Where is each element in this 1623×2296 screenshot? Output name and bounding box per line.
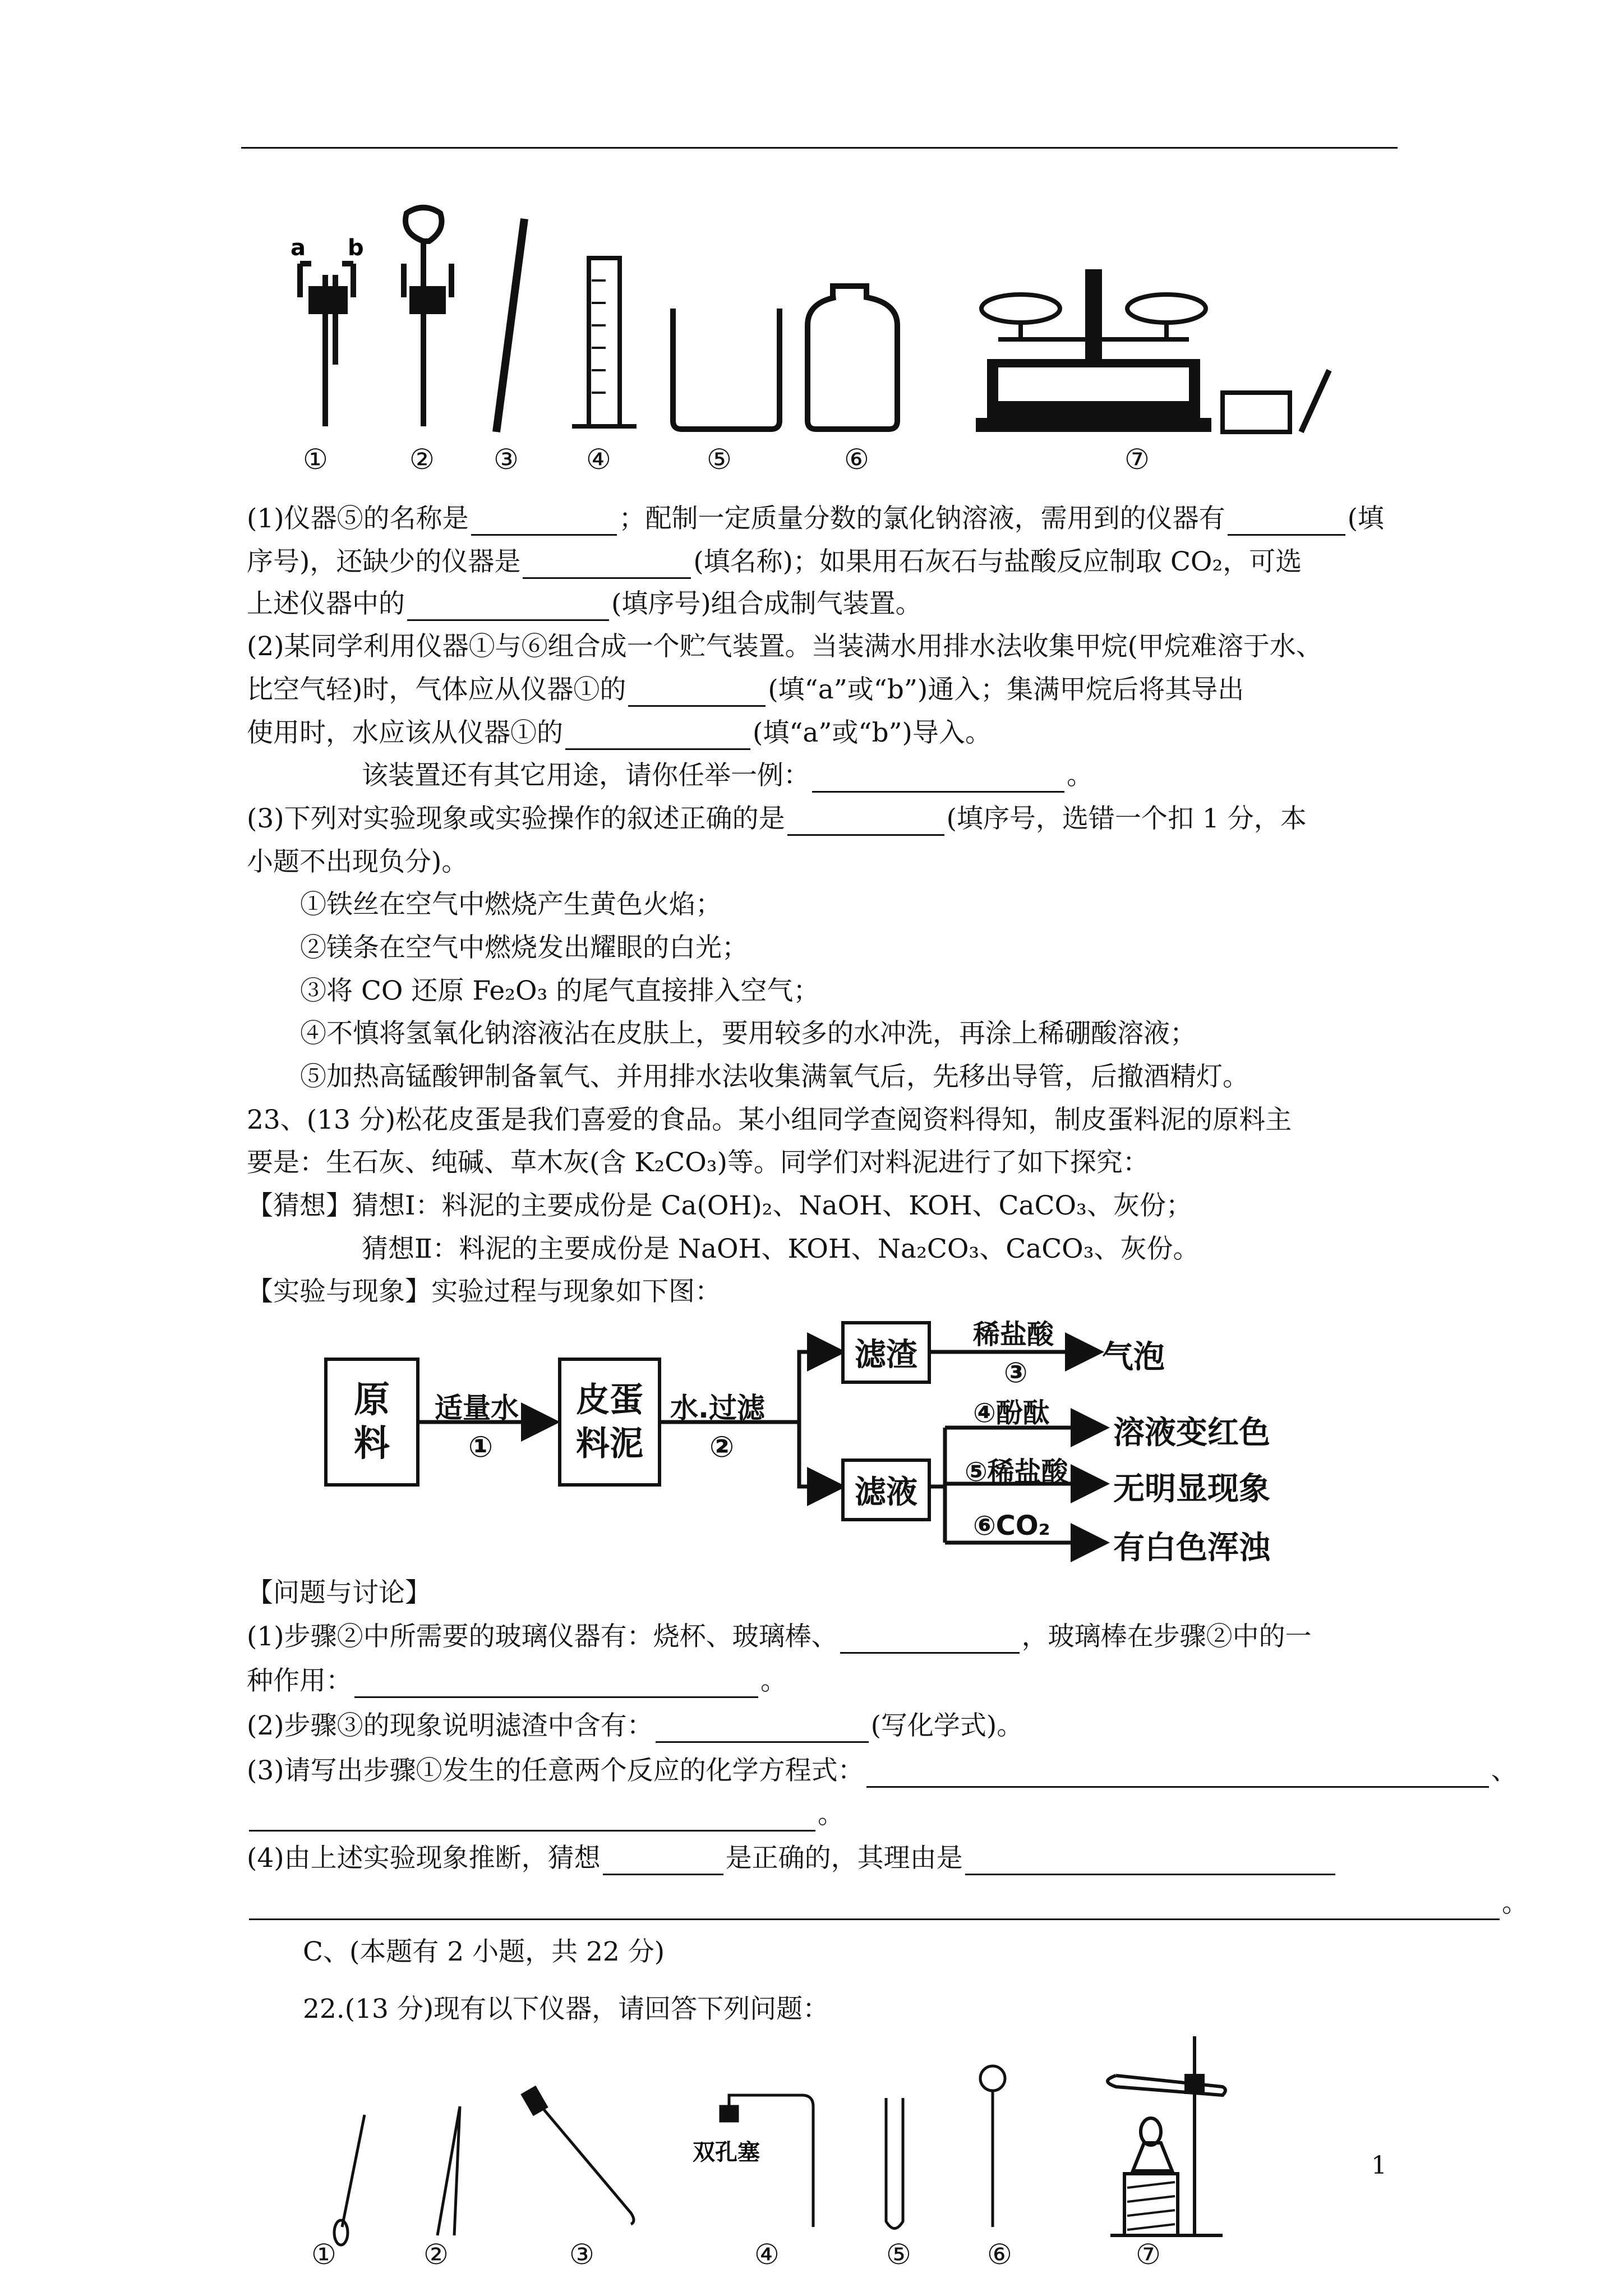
q1-line-4: (2)某同学利用仪器①与⑥组合成一个贮气装置。当装满水用排水法收集甲烷(甲烷难溶于水、 — [247, 631, 1322, 662]
section-c-title: C、(本题有 2 小题，共 22 分) — [303, 1936, 665, 1967]
q23-discussion-1b: 种作用： 。 — [247, 1664, 787, 1698]
label-b: b — [348, 235, 364, 261]
flow-mud: 皮蛋料泥 — [558, 1358, 661, 1487]
apparatus-number-4: ④ — [586, 443, 611, 476]
flow-step1-num: ① — [468, 1430, 494, 1464]
q1-line-5: 比空气轻)时，气体应从仪器①的 (填“a”或“b”)通入；集满甲烷后将其导出 — [247, 673, 1244, 707]
q23-discussion-3b: 。 — [247, 1798, 844, 1832]
q1-line-3: 上述仪器中的 (填序号)组合成制气装置。 — [247, 587, 922, 621]
flow-r4: 溶液变红色 — [1113, 1415, 1270, 1451]
q1-option-3: ③将 CO 还原 Fe₂O₃ 的尾气直接排入空气； — [300, 976, 820, 1006]
q23-discussion-2: (2)步骤③的现象说明滤渣中含有： (写化学式)。 — [247, 1709, 1023, 1743]
flow-residue: 滤渣 — [841, 1321, 931, 1384]
flow-step1-label: 适量水 — [435, 1392, 519, 1424]
apparatus-number-3: ③ — [494, 443, 519, 476]
flow-r5: 无明显现象 — [1113, 1471, 1270, 1507]
flow-acid-label: 稀盐酸 — [973, 1319, 1054, 1350]
q23-discussion-3: (3)请写出步骤①发生的任意两个反应的化学方程式： 、 — [247, 1754, 1518, 1788]
apparatus2-number-6: ⑥ — [987, 2238, 1012, 2271]
flow-step2-label: 水.过滤 — [670, 1392, 765, 1424]
apparatus-number-5: ⑤ — [707, 443, 732, 476]
q23-line-1: 23、(13 分)松花皮蛋是我们喜爱的食品。某小组同学查阅资料得知，制皮蛋料泥的原料主 — [247, 1105, 1292, 1135]
double-hole-label: 双孔塞 — [693, 2139, 760, 2165]
q1-line-7: 该装置还有其它用途，请你任举一例： 。 — [362, 759, 1093, 793]
heating-stand-icon — [1108, 2036, 1225, 2235]
apparatus2-number-1: ① — [311, 2238, 336, 2271]
thistle-funnel-icon — [980, 2066, 1005, 2227]
q1-line-2: 序号)，还缺少的仪器是 (填名称)；如果用石灰石与盐酸反应制取 CO₂，可选 — [247, 545, 1302, 579]
page-number: 1 — [1371, 2151, 1387, 2180]
apparatus-number-6: ⑥ — [844, 443, 869, 476]
spatula-icon — [334, 2115, 365, 2245]
q23-line-3: 【猜想】猜想Ⅰ：料泥的主要成份是 Ca(OH)₂、NaOH、KOH、CaCO₃、灰份； — [247, 1190, 1192, 1221]
flow-step2-num: ② — [709, 1430, 735, 1464]
q23-discussion-4: (4)由上述实验现象推断，猜想 是正确的，其理由是 — [247, 1842, 1338, 1875]
q23-line-4: 猜想Ⅱ：料泥的主要成份是 NaOH、KOH、Na₂CO₃、CaCO₃、灰份。 — [362, 1234, 1200, 1264]
label-a: a — [291, 235, 306, 261]
q1-option-2: ②镁条在空气中燃烧发出耀眼的白光； — [300, 932, 748, 963]
q1-option-5: ⑤加热高锰酸钾制备氧气、并用排水法收集满氧气后，先移出导管，后撤酒精灯。 — [300, 1061, 1249, 1092]
q23-discussion-1: (1)步骤②中所需要的玻璃仪器有：烧杯、玻璃棒、 ，玻璃棒在步骤②中的一 — [247, 1620, 1312, 1654]
test-tube-icon — [886, 2098, 903, 2229]
q1-option-4: ④不慎将氢氧化钠溶液沾在皮肤上，要用较多的水冲洗，再涂上稀硼酸溶液； — [300, 1018, 1196, 1049]
flow-bubble: 气泡 — [1102, 1339, 1165, 1375]
flow-raw-material: 原料 — [324, 1358, 419, 1487]
flow-r6: 有白色浑浊 — [1113, 1530, 1270, 1566]
apparatus-number-2: ② — [409, 443, 435, 476]
q23-discussion-4b: 。 — [247, 1887, 1528, 1920]
q23-discussion-title: 【问题与讨论】 — [247, 1577, 431, 1608]
q23-line-5: 【实验与现象】实验过程与现象如下图： — [247, 1276, 721, 1307]
q1-option-1: ①铁丝在空气中燃烧产生黄色火焰； — [300, 889, 722, 920]
q1-line-1: (1)仪器⑤的名称是 ；配制一定质量分数的氯化钠溶液，需用到的仪器有 (填 — [247, 502, 1384, 536]
flow-b4: ④酚酞 — [973, 1397, 1050, 1429]
apparatus2-number-7: ⑦ — [1136, 2238, 1161, 2271]
apparatus2-number-3: ③ — [569, 2238, 594, 2271]
q22-title: 22.(13 分)现有以下仪器，请回答下列问题： — [303, 1994, 829, 2024]
apparatus2-number-4: ④ — [754, 2238, 780, 2271]
q1-line-6: 使用时，水应该从仪器①的 (填“a”或“b”)导入。 — [247, 716, 992, 750]
apparatus-number-1: ① — [303, 443, 328, 476]
apparatus-number-7: ⑦ — [1124, 443, 1150, 476]
apparatus2-number-5: ⑤ — [886, 2238, 911, 2271]
tweezers-icon — [437, 2106, 460, 2235]
apparatus-figure-2 — [303, 2025, 1290, 2249]
combustion-spoon-icon — [523, 2087, 634, 2224]
q1-line-9: 小题不出现负分)。 — [247, 846, 468, 877]
flow-b6: ⑥CO₂ — [973, 1510, 1050, 1542]
flow-b5: ⑤稀盐酸 — [965, 1456, 1068, 1488]
q23-line-2: 要是：生石灰、纯碱、草木灰(含 K₂CO₃)等。同学们对料泥进行了如下探究： — [247, 1147, 1149, 1178]
flow-filtrate: 滤液 — [841, 1458, 931, 1521]
apparatus2-number-2: ② — [423, 2238, 449, 2271]
q1-line-8: (3)下列对实验现象或实验操作的叙述正确的是 (填序号，选错一个扣 1 分，本 — [247, 802, 1307, 836]
flow-acid-num: ③ — [1004, 1356, 1028, 1389]
